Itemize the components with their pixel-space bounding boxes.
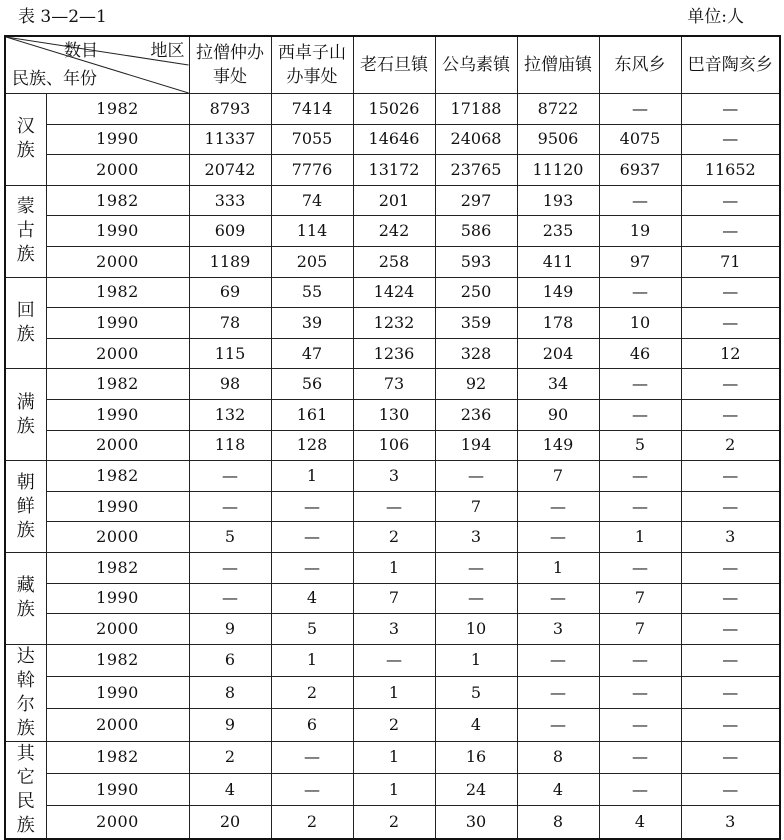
ethnicity-cell (5, 277, 46, 369)
value-cell: 8 (517, 741, 599, 773)
value-cell: 6937 (599, 155, 681, 186)
value-cell: 201 (353, 185, 435, 216)
value-cell: — (681, 461, 780, 492)
value-cell: 34 (517, 369, 599, 400)
value-cell: 242 (353, 216, 435, 247)
value-cell: 56 (271, 369, 353, 400)
year-cell: 2000 (46, 155, 189, 186)
value-cell: 11652 (681, 155, 780, 186)
table-row (5, 369, 780, 400)
value-cell: 90 (517, 399, 599, 430)
ethnicity-cell (5, 369, 46, 461)
ethnicity-cell (5, 644, 46, 741)
value-cell: — (271, 491, 353, 522)
value-cell: 4 (189, 774, 271, 806)
year-cell: 1990 (46, 124, 189, 155)
value-cell: 130 (353, 399, 435, 430)
value-cell: — (599, 461, 681, 492)
value-cell: 114 (271, 216, 353, 247)
value-cell: 593 (435, 246, 517, 277)
value-cell: — (681, 741, 780, 773)
value-cell: — (681, 216, 780, 247)
ethnicity-label: 朝鲜族 (16, 471, 35, 541)
year-cell: 1982 (46, 741, 189, 773)
value-cell: — (681, 185, 780, 216)
value-cell: 9 (189, 709, 271, 741)
value-cell: 14646 (353, 124, 435, 155)
value-cell: 78 (189, 308, 271, 339)
value-cell: 5 (435, 677, 517, 709)
value-cell: 8722 (517, 94, 599, 125)
region-header: 公乌素镇 (435, 36, 517, 94)
table-row (5, 185, 780, 216)
value-cell: — (271, 774, 353, 806)
value-cell: 194 (435, 430, 517, 461)
value-cell: 6 (189, 644, 271, 676)
value-cell: 1 (271, 461, 353, 492)
year-cell: 1990 (46, 774, 189, 806)
value-cell: 9 (189, 614, 271, 645)
value-cell: — (681, 774, 780, 806)
year-cell: 1990 (46, 583, 189, 614)
value-cell: 23765 (435, 155, 517, 186)
value-cell: — (517, 522, 599, 553)
value-cell: — (599, 399, 681, 430)
value-cell: 19 (599, 216, 681, 247)
value-cell: — (599, 709, 681, 741)
value-cell: 106 (353, 430, 435, 461)
year-cell: 1982 (46, 94, 189, 125)
table-row (5, 644, 780, 676)
year-cell: 2000 (46, 522, 189, 553)
value-cell: 12 (681, 338, 780, 369)
value-cell: 39 (271, 308, 353, 339)
value-cell: 5 (189, 522, 271, 553)
year-cell: 2000 (46, 614, 189, 645)
corner-label-ethnicity-year: 民族、年份 (12, 69, 97, 89)
value-cell: 193 (517, 185, 599, 216)
value-cell: 4075 (599, 124, 681, 155)
year-cell: 1982 (46, 369, 189, 400)
value-cell: 46 (599, 338, 681, 369)
ethnicity-label: 回族 (16, 299, 35, 345)
value-cell: 7 (353, 583, 435, 614)
value-cell: — (681, 491, 780, 522)
table-unit: 单位:人 (687, 7, 744, 27)
value-cell: 3 (681, 806, 780, 839)
value-cell: 3 (435, 522, 517, 553)
value-cell: 1 (353, 774, 435, 806)
value-cell: 9506 (517, 124, 599, 155)
table-row (5, 308, 780, 339)
table-row (5, 709, 780, 741)
value-cell: — (599, 644, 681, 676)
value-cell: — (681, 614, 780, 645)
value-cell: — (599, 552, 681, 583)
value-cell: 3 (353, 614, 435, 645)
value-cell: 2 (353, 806, 435, 839)
value-cell: 5 (599, 430, 681, 461)
ethnicity-cell (5, 94, 46, 186)
year-cell: 1982 (46, 185, 189, 216)
value-cell: — (271, 741, 353, 773)
value-cell: — (681, 552, 780, 583)
year-cell: 1990 (46, 491, 189, 522)
year-cell: 1982 (46, 277, 189, 308)
value-cell: 609 (189, 216, 271, 247)
value-cell: 1 (599, 522, 681, 553)
value-cell: 3 (517, 614, 599, 645)
value-cell: — (681, 644, 780, 676)
value-cell: 359 (435, 308, 517, 339)
value-cell: 297 (435, 185, 517, 216)
value-cell: 1189 (189, 246, 271, 277)
value-cell: 149 (517, 277, 599, 308)
ethnicity-cell (5, 461, 46, 553)
ethnicity-label: 藏族 (16, 575, 35, 621)
value-cell: 333 (189, 185, 271, 216)
value-cell: — (681, 277, 780, 308)
value-cell: — (517, 583, 599, 614)
year-cell: 1990 (46, 677, 189, 709)
value-cell: — (599, 741, 681, 773)
value-cell: 10 (435, 614, 517, 645)
year-cell: 1990 (46, 308, 189, 339)
value-cell: 47 (271, 338, 353, 369)
value-cell: — (681, 308, 780, 339)
year-cell: 2000 (46, 709, 189, 741)
value-cell: 7 (435, 491, 517, 522)
value-cell: 1 (353, 552, 435, 583)
value-cell: — (599, 277, 681, 308)
region-header: 拉僧仲办事处 (189, 36, 271, 94)
table-row (5, 94, 780, 125)
region-header: 巴音陶亥乡 (681, 36, 780, 94)
value-cell: 118 (189, 430, 271, 461)
value-cell: — (517, 491, 599, 522)
value-cell: 149 (517, 430, 599, 461)
value-cell: 1424 (353, 277, 435, 308)
region-header: 西卓子山办事处 (271, 36, 353, 94)
value-cell: 69 (189, 277, 271, 308)
value-cell: — (435, 461, 517, 492)
value-cell: 13172 (353, 155, 435, 186)
table-row (5, 399, 780, 430)
value-cell: 17188 (435, 94, 517, 125)
value-cell: 7 (599, 614, 681, 645)
year-cell: 2000 (46, 430, 189, 461)
ethnicity-label: 其它民族 (16, 742, 35, 836)
value-cell: 24 (435, 774, 517, 806)
value-cell: 2 (271, 677, 353, 709)
value-cell: 73 (353, 369, 435, 400)
value-cell: — (599, 491, 681, 522)
value-cell: 97 (599, 246, 681, 277)
value-cell: 8 (189, 677, 271, 709)
value-cell: — (189, 461, 271, 492)
population-by-ethnicity-table (4, 35, 781, 840)
value-cell: — (353, 644, 435, 676)
value-cell: 2 (189, 741, 271, 773)
value-cell: 10 (599, 308, 681, 339)
table-row (5, 583, 780, 614)
value-cell: — (189, 491, 271, 522)
value-cell: — (353, 491, 435, 522)
value-cell: 11337 (189, 124, 271, 155)
value-cell: 11120 (517, 155, 599, 186)
value-cell: — (189, 583, 271, 614)
table-row (5, 338, 780, 369)
value-cell: — (599, 774, 681, 806)
value-cell: 5 (271, 614, 353, 645)
table-row (5, 461, 780, 492)
year-cell: 2000 (46, 246, 189, 277)
value-cell: 1 (271, 644, 353, 676)
value-cell: 74 (271, 185, 353, 216)
ethnicity-cell (5, 741, 46, 839)
value-cell: — (681, 583, 780, 614)
table-caption (18, 6, 744, 28)
year-cell: 1990 (46, 399, 189, 430)
year-cell: 1982 (46, 552, 189, 583)
value-cell: 178 (517, 308, 599, 339)
value-cell: — (681, 124, 780, 155)
ethnicity-label: 满族 (16, 391, 35, 437)
ethnicity-label: 达斡尔族 (16, 645, 35, 739)
table-row (5, 216, 780, 247)
year-cell: 1990 (46, 216, 189, 247)
value-cell: — (517, 644, 599, 676)
value-cell: — (435, 583, 517, 614)
value-cell: 2 (681, 430, 780, 461)
year-cell: 2000 (46, 338, 189, 369)
corner-cell (5, 36, 189, 94)
value-cell: 1232 (353, 308, 435, 339)
value-cell: — (599, 677, 681, 709)
value-cell: 8793 (189, 94, 271, 125)
value-cell: — (681, 709, 780, 741)
value-cell: 92 (435, 369, 517, 400)
table-row (5, 806, 780, 839)
table-row (5, 614, 780, 645)
corner-label-number: 数目 (64, 41, 98, 61)
value-cell: 2 (271, 806, 353, 839)
table-number: 表 3—2—1 (18, 7, 107, 27)
table-row (5, 522, 780, 553)
value-cell: 1 (435, 644, 517, 676)
value-cell: 24068 (435, 124, 517, 155)
value-cell: 8 (517, 806, 599, 839)
value-cell: — (599, 369, 681, 400)
ethnicity-label: 汉族 (16, 116, 35, 162)
year-cell: 1982 (46, 644, 189, 676)
header-row (5, 36, 780, 94)
value-cell: — (271, 522, 353, 553)
table-row (5, 552, 780, 583)
value-cell: — (435, 552, 517, 583)
value-cell: 2 (353, 522, 435, 553)
value-cell: 411 (517, 246, 599, 277)
value-cell: — (599, 94, 681, 125)
table-row (5, 430, 780, 461)
value-cell: 20742 (189, 155, 271, 186)
value-cell: 6 (271, 709, 353, 741)
value-cell: 4 (271, 583, 353, 614)
value-cell: 16 (435, 741, 517, 773)
value-cell: 3 (681, 522, 780, 553)
value-cell: 30 (435, 806, 517, 839)
value-cell: 98 (189, 369, 271, 400)
value-cell: 236 (435, 399, 517, 430)
value-cell: — (517, 677, 599, 709)
value-cell: 3 (353, 461, 435, 492)
value-cell: 1 (353, 741, 435, 773)
region-header: 老石旦镇 (353, 36, 435, 94)
value-cell: 115 (189, 338, 271, 369)
value-cell: — (681, 94, 780, 125)
year-cell: 1982 (46, 461, 189, 492)
corner-label-region: 地区 (150, 41, 185, 61)
value-cell: 161 (271, 399, 353, 430)
table-row (5, 741, 780, 773)
ethnicity-label: 蒙古族 (16, 196, 35, 266)
value-cell: 7776 (271, 155, 353, 186)
value-cell: — (681, 677, 780, 709)
value-cell: 71 (681, 246, 780, 277)
value-cell: 7 (599, 583, 681, 614)
table-row (5, 124, 780, 155)
table-row (5, 774, 780, 806)
value-cell: 4 (517, 774, 599, 806)
value-cell: 20 (189, 806, 271, 839)
value-cell: — (681, 369, 780, 400)
value-cell: 258 (353, 246, 435, 277)
table-row (5, 491, 780, 522)
value-cell: — (271, 552, 353, 583)
value-cell: 132 (189, 399, 271, 430)
value-cell: 4 (435, 709, 517, 741)
table-row (5, 677, 780, 709)
value-cell: 55 (271, 277, 353, 308)
year-cell: 2000 (46, 806, 189, 839)
value-cell: 7414 (271, 94, 353, 125)
value-cell: 7 (517, 461, 599, 492)
value-cell: — (517, 709, 599, 741)
value-cell: — (189, 552, 271, 583)
value-cell: 235 (517, 216, 599, 247)
table-row (5, 155, 780, 186)
table-row (5, 246, 780, 277)
value-cell: 328 (435, 338, 517, 369)
value-cell: 1 (517, 552, 599, 583)
value-cell: 250 (435, 277, 517, 308)
value-cell: 1 (353, 677, 435, 709)
ethnicity-cell (5, 552, 46, 644)
value-cell: — (681, 399, 780, 430)
value-cell: — (599, 185, 681, 216)
value-cell: 7055 (271, 124, 353, 155)
table-row (5, 277, 780, 308)
region-header: 拉僧庙镇 (517, 36, 599, 94)
value-cell: 586 (435, 216, 517, 247)
region-header: 东风乡 (599, 36, 681, 94)
value-cell: 205 (271, 246, 353, 277)
ethnicity-cell (5, 185, 46, 277)
value-cell: 128 (271, 430, 353, 461)
value-cell: 4 (599, 806, 681, 839)
value-cell: 2 (353, 709, 435, 741)
value-cell: 204 (517, 338, 599, 369)
value-cell: 1236 (353, 338, 435, 369)
value-cell: 15026 (353, 94, 435, 125)
